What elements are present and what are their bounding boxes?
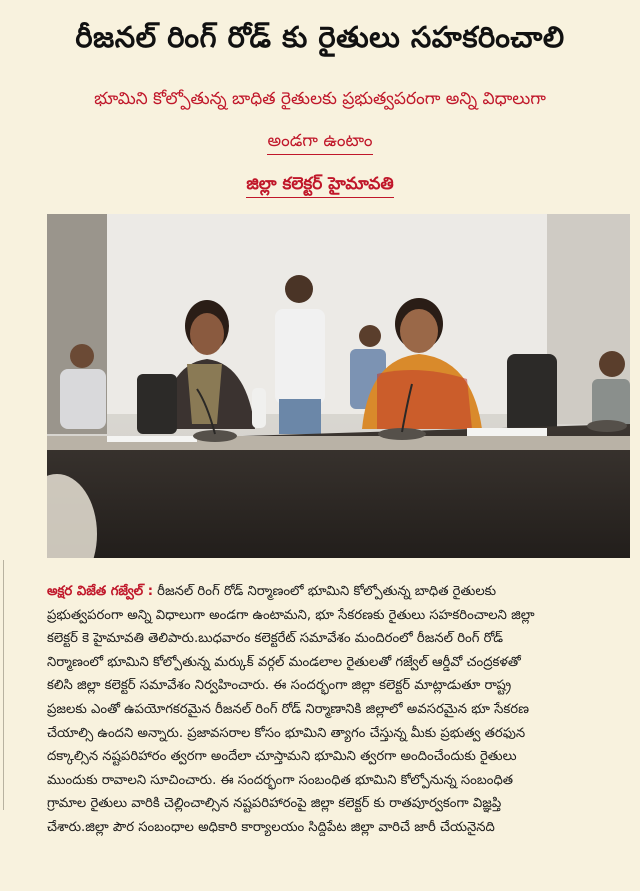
dateline: అక్షర విజేత గజ్వేల్ : (47, 584, 153, 599)
body-line-3: కలెక్టర్ కె హైమావతి తెలిపారు.బుధవారం కలెక్టరేట్ సమావేశం మందిరంలో రీజనల్ రింగ్ రోడ్ (47, 631, 504, 647)
body-line-6: ప్రజలకు ఎంతో ఉపయోగకరమైన రీజనల్ రింగ్ రోడ్ నిర్మాణానికి జిల్లాలో అవసరమైన భూ సేకరణ (47, 701, 529, 717)
body-line-11: చేశారు.జిల్లా పౌర సంబంధాల అధికారి కార్యాలయం సిద్దిపేట జిల్లా వారిచే జారీ చేయనైనది (47, 819, 495, 835)
body-line-10: గ్రామాల రైతులు వారికి చెల్లించాల్సిన నష్టపరిహారంపై జిల్లా కలెక్టర్ కు రాతపూర్వకంగా విజ్ఞప్తి (47, 796, 502, 812)
body-line-8: దక్కాల్సిన నష్టపరిహారం త్వరగా అందేలా చూస్తామని భూమిని త్వరగా అందించేందుకు రైతులు (47, 749, 517, 765)
subheadline-2-text: అండగా ఉంటాం (267, 131, 372, 155)
body-line-5: కలిసి జిల్లా కలెక్టర్ సమావేశం నిర్వహించారు. ఈ సందర్భంగా జిల్లా కలెక్టర్ మాట్లాడుతూ రాష్ట్ర (47, 678, 512, 694)
subheadline-1: భూమిని కోల్పోతున్న బాధిత రైతులకు ప్రభుత్వపరంగా అన్ని విధాలుగా (94, 89, 546, 109)
body-line-1 (47, 580, 627, 604)
meeting-photo-illustration (47, 214, 630, 558)
body-line-9: ముందుకు రావాలని సూచించారు. ఈ సందర్భంగా సంబంధిత భూమిని కోల్పోనున్న సంబంధిత (47, 772, 514, 788)
body-line-4: నిర్మాణంలో భూమిని కోల్పోతున్న మర్కుక్ వర్గల్ మండలాల రైతులతో గజ్వేల్ ఆర్డీవో చంద్రకళతో (47, 654, 521, 670)
subheadline-3 (0, 174, 640, 198)
subheadline-3-text: జిల్లా కలెక్టర్ హైమావతి (246, 174, 393, 198)
article-headline: రీజనల్ రింగ్ రోడ్ కు రైతులు సహకరించాలి (75, 20, 565, 54)
body-line-1-text: రీజనల్ రింగ్ రోడ్ నిర్మాణంలో భూమిని కోల్పోతున్న బాధిత రైతులకు (152, 584, 497, 599)
body-line-7: చేయాల్సి ఉందని అన్నారు. ప్రజావసరాల కోసం భూమిని త్యాగం చేస్తున్న మీకు ప్రభుత్వ తరఫున (47, 725, 526, 741)
article-body (47, 580, 627, 840)
body-line-2: ప్రభుత్వపరంగా అన్ని విధాలుగా అండగా ఉంటామని, భూ సేకరణకు రైతులు సహకరించాలని జిల్లా (47, 607, 535, 623)
subheadline-2 (0, 131, 640, 155)
water-bottle (252, 388, 266, 428)
column-rule (3, 560, 4, 810)
meeting-photo (47, 214, 630, 558)
